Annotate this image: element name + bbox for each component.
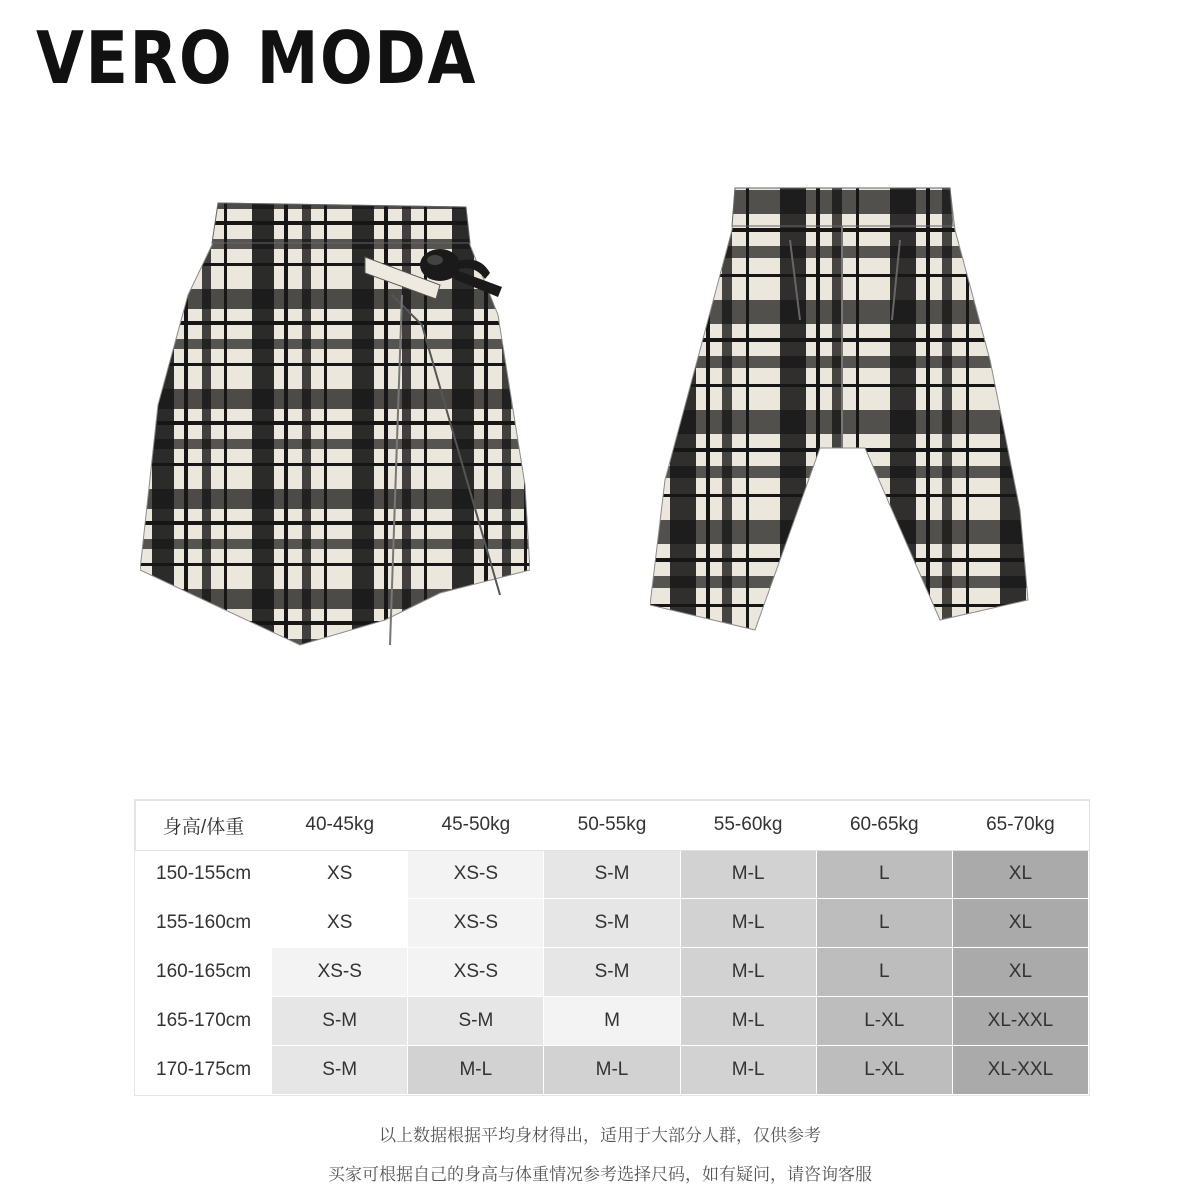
size-cell: XL [952, 899, 1088, 948]
header-height-weight: 身高/体重 [136, 801, 272, 850]
size-cell: M-L [544, 1046, 680, 1095]
size-cell: M-L [680, 997, 816, 1046]
size-cell: L [816, 850, 952, 899]
size-cell: S-M [544, 899, 680, 948]
header-weight-col: 45-50kg [408, 801, 544, 850]
table-row [136, 948, 1089, 997]
size-cell: S-M [544, 948, 680, 997]
size-cell: XL-XXL [952, 1046, 1088, 1095]
size-cell: M-L [680, 850, 816, 899]
size-chart-table [135, 800, 1089, 1095]
size-cell: M-L [408, 1046, 544, 1095]
product-image-front [140, 175, 530, 655]
size-cell: L-XL [816, 1046, 952, 1095]
size-chart-header-row [136, 801, 1089, 850]
table-row [136, 997, 1089, 1046]
table-row [136, 850, 1089, 899]
size-cell: S-M [408, 997, 544, 1046]
size-note-line-1: 以上数据根据平均身材得出，适用于大部分人群，仅供参考 [379, 1126, 821, 1146]
brand-logo: VERO MODA [36, 16, 478, 100]
size-cell: M [544, 997, 680, 1046]
table-row [136, 899, 1089, 948]
size-cell: S-M [544, 850, 680, 899]
size-cell: L [816, 948, 952, 997]
product-image-back [650, 180, 1030, 650]
header-weight-col: 65-70kg [952, 801, 1088, 850]
size-cell: M-L [680, 948, 816, 997]
header-weight-col: 60-65kg [816, 801, 952, 850]
size-cell: XS-S [408, 850, 544, 899]
size-cell: S-M [272, 1046, 408, 1095]
row-height-label: 170-175cm [136, 1046, 272, 1095]
row-height-label: 155-160cm [136, 899, 272, 948]
header-weight-col: 40-45kg [272, 801, 408, 850]
header-weight-col: 50-55kg [544, 801, 680, 850]
size-cell: XS-S [272, 948, 408, 997]
size-note-line-2: 买家可根据自己的身高与体重情况参考选择尺码，如有疑问，请咨询客服 [328, 1165, 872, 1185]
row-height-label: 165-170cm [136, 997, 272, 1046]
size-cell: XS [272, 850, 408, 899]
size-cell: L-XL [816, 997, 952, 1046]
row-height-label: 160-165cm [136, 948, 272, 997]
size-cell: XS [272, 899, 408, 948]
size-cell: XL [952, 948, 1088, 997]
header-weight-col: 55-60kg [680, 801, 816, 850]
size-cell: XS-S [408, 899, 544, 948]
size-cell: XS-S [408, 948, 544, 997]
table-row [136, 1046, 1089, 1095]
size-cell: L [816, 899, 952, 948]
size-cell: M-L [680, 1046, 816, 1095]
row-height-label: 150-155cm [136, 850, 272, 899]
size-cell: S-M [272, 997, 408, 1046]
size-cell: XL-XXL [952, 997, 1088, 1046]
size-cell: XL [952, 850, 1088, 899]
size-cell: M-L [680, 899, 816, 948]
